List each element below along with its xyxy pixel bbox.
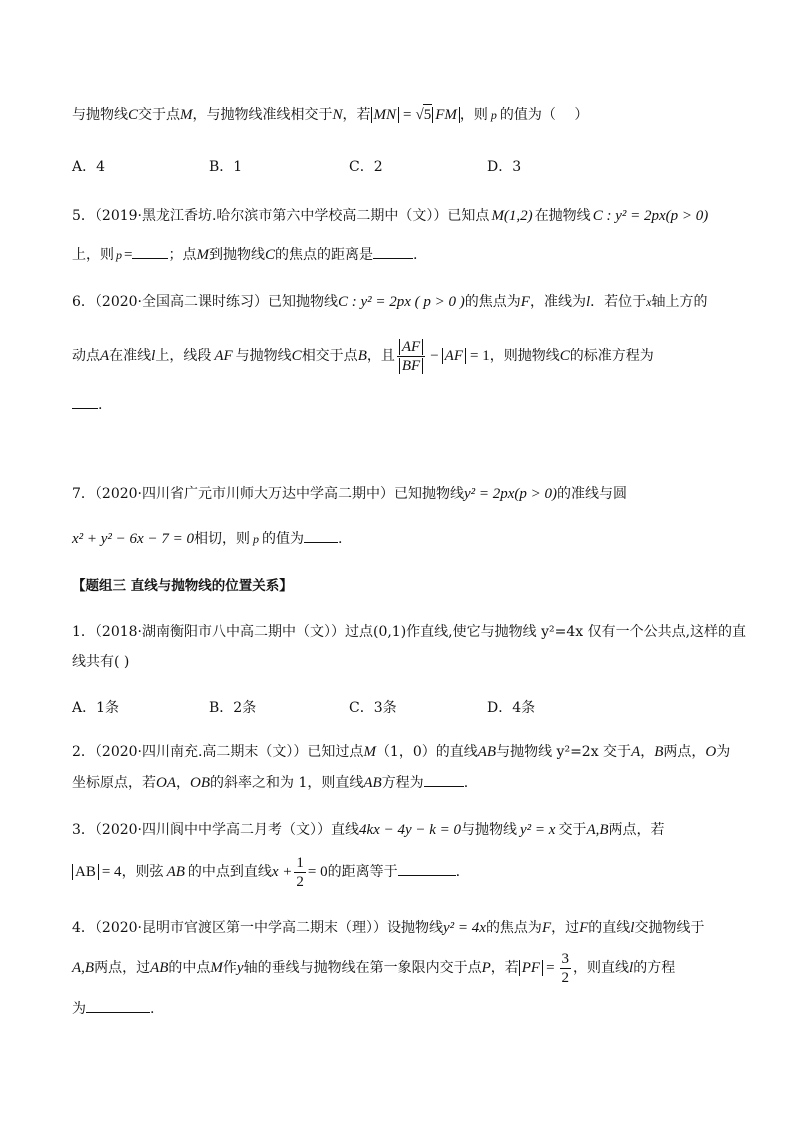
math-var: A [100, 348, 110, 364]
text: 上，线段 [155, 348, 212, 364]
math-var: C [291, 348, 302, 364]
abs-mn: MN [371, 107, 400, 123]
minus: − [430, 348, 439, 364]
q6-line-1 [72, 292, 707, 312]
text: 相交于点 [301, 348, 358, 364]
text: 的值为（ ） [499, 107, 589, 123]
math-var: AB [363, 775, 382, 791]
math-curve: y² = 4x [443, 920, 486, 936]
text: . [98, 397, 103, 413]
text: （1，0）的直线 [375, 744, 478, 760]
text: ，且 [366, 348, 395, 364]
math-var: p [116, 248, 122, 262]
fraction-denominator: 2 [561, 969, 570, 986]
text: ；点 [168, 247, 197, 263]
text: 2．（2020·四川南充.高二期末（文））已知过点 [72, 744, 364, 760]
text: 与抛物线 [72, 107, 128, 123]
text: 的焦点为 [485, 920, 542, 936]
q7-line-1 [72, 484, 627, 504]
q5-line-1 [72, 206, 708, 226]
g3q4-line-1 [72, 918, 704, 938]
text: 轴上方的 [651, 294, 708, 310]
q6-line-3 [72, 394, 102, 415]
g3q2-line-1 [72, 742, 730, 762]
math-var: B [357, 348, 367, 364]
abs-af: AF [442, 348, 466, 364]
text: 上，则 [72, 247, 114, 263]
text: . [455, 864, 461, 880]
fraction-numerator: 1 [296, 854, 304, 871]
text: 5．（2019·黑龙江香坊.哈尔滨市第六中学校高二期中（文））已知点 [72, 208, 490, 224]
text: 作 [222, 960, 237, 976]
q4-option-a: A．4 [72, 159, 106, 175]
sqrt-symbol: √ [415, 107, 424, 123]
text: 7．（2020·四川省广元市川师大万达中学高二期中）已知抛物线 [72, 486, 464, 502]
text: 的距离等于 [327, 864, 398, 880]
text: 交抛物线于 [634, 920, 705, 936]
equals-one: = 1 [469, 348, 490, 364]
g3q1-line-2: 线共有( ) [72, 654, 130, 670]
math-var: F [579, 920, 589, 936]
text: 到抛物线 [208, 247, 265, 263]
equals-zero: = 0 [307, 864, 328, 880]
math-var: N [332, 107, 343, 123]
g3q4-line-2 [72, 948, 675, 988]
text: 的中点到直线 [187, 864, 272, 880]
math-curve: y² = x [520, 822, 556, 838]
text: 的焦点的距离是 [274, 247, 373, 263]
text: 的标准方程为 [569, 348, 654, 364]
fraction [294, 854, 306, 891]
text: ，若 [342, 107, 371, 123]
text: . [463, 775, 469, 791]
text: 两点，过 [94, 960, 151, 976]
math-var: A,B [586, 822, 609, 838]
g3q2-line-2 [72, 772, 468, 793]
text: ， [176, 775, 190, 791]
g3q3-line-1 [72, 820, 665, 840]
abs-ab: AB [72, 864, 99, 880]
abs-pf: PF [519, 960, 543, 976]
math-var: P [481, 960, 491, 976]
text: 与抛物线 [461, 822, 517, 838]
math-var: y [236, 960, 244, 976]
math-var: p [252, 532, 259, 546]
text: 的中点 [168, 960, 211, 976]
answer-blank[interactable] [86, 998, 150, 1013]
math-var: M [210, 960, 223, 976]
text: ，若 [490, 960, 519, 976]
g3q1-option-d: D．4条 [487, 700, 536, 716]
text: 为 [72, 1001, 86, 1017]
fraction-denominator: 2 [296, 873, 304, 890]
answer-blank[interactable] [398, 861, 456, 876]
equals: = [546, 960, 555, 976]
text: 6．（2020·全国高二课时练习）已知抛物线 [72, 294, 338, 310]
math-var: A [631, 744, 641, 760]
math-expr: x + [271, 864, 293, 880]
text: . [337, 531, 343, 547]
text: 的值为 [261, 531, 304, 547]
q4-option-b: B．1 [209, 159, 243, 175]
g3q3-line-2 [72, 852, 460, 892]
answer-blank[interactable] [132, 244, 168, 259]
text: 的直线 [588, 920, 631, 936]
text: 坐标原点，若 [72, 775, 156, 791]
text: ，准线为 [529, 294, 586, 310]
math-var: AB [166, 864, 185, 880]
text: 相切，则 [193, 531, 250, 547]
math-var: M [196, 247, 209, 263]
math-curve: C : y² = 2px(p > 0) [592, 208, 709, 224]
text: ，则直线 [573, 960, 630, 976]
q7-line-2 [72, 528, 342, 549]
g3q1-option-b: B．2条 [209, 700, 257, 716]
math-curve: y² = 2px(p > 0) [464, 486, 558, 502]
g3q1-line-1: 1．（2018·湖南衡阳市八中高二期中（文））过点(0,1)作直线,使它与抛物线 y²=4x 仅有一个公共点,这样的直 [72, 624, 747, 640]
answer-blank[interactable] [373, 244, 413, 259]
q4-option-d: D．3 [487, 159, 522, 175]
abs-af: AF [399, 339, 423, 355]
math-var: AF [214, 348, 233, 364]
text: 在抛物线 [534, 208, 591, 224]
math-var: OA [156, 775, 176, 791]
text: 4．（2020·昆明市官渡区第一中学高二期末（理））设抛物线 [72, 920, 443, 936]
math-var: l [629, 960, 634, 976]
math-var: AB [150, 960, 169, 976]
text: 在准线 [109, 348, 152, 364]
text: 的斜率之和为 1，则直线 [210, 775, 364, 791]
math-var: O [705, 744, 717, 760]
math-var: x [646, 295, 652, 309]
text: 的准线与圆 [557, 486, 628, 502]
answer-blank[interactable] [424, 772, 464, 787]
text: 轴的垂线与抛物线在第一象限内交于点 [243, 960, 482, 976]
math-circle: x² + y² − 6x − 7 = 0 [72, 531, 194, 547]
abs-fm: FM [432, 107, 460, 123]
equals: = [403, 107, 412, 123]
abs-bf: BF [399, 358, 423, 374]
fraction [397, 338, 425, 375]
text: 两点， [663, 744, 706, 760]
equals-four: = 4 [101, 864, 122, 880]
section-heading: 【题组三 直线与抛物线的位置关系】 [72, 578, 293, 594]
text: . [412, 247, 418, 263]
sqrt-radicand: 5 [423, 104, 433, 125]
math-var: B [654, 744, 664, 760]
math-var: OB [190, 775, 210, 791]
text: ，与抛物线准线相交于 [192, 107, 333, 123]
text: 的焦点为 [464, 294, 521, 310]
math-var: F [541, 920, 552, 936]
text: 交于 [558, 822, 587, 838]
math-var: l [151, 348, 156, 364]
g3q1-option-a: A．1条 [72, 700, 120, 716]
math-line: 4kx − 4y − k = 0 [359, 822, 461, 838]
math-var: A,B [72, 960, 95, 976]
math-var: C [559, 348, 570, 364]
math-point: M(1,2) [491, 208, 533, 224]
fraction-numerator: 3 [561, 950, 570, 967]
q4-tail-line [72, 104, 588, 125]
math-var: M [180, 107, 193, 123]
g3q4-line-3 [72, 998, 154, 1019]
answer-blank[interactable] [72, 394, 98, 409]
text: 3．（2020·四川阆中中学高二月考（文））直线 [72, 822, 359, 838]
math-var: C [128, 107, 139, 123]
text: 为 [716, 744, 731, 760]
math-var: M [363, 744, 376, 760]
text: ，则抛物线 [489, 348, 560, 364]
text: . [150, 1001, 155, 1017]
math-var: AB [477, 744, 497, 760]
math-curve: C : y² = 2px ( p > 0 ) [338, 294, 465, 310]
text: ，则弦 [121, 864, 164, 880]
math-var: l [585, 294, 591, 310]
text: 动点 [72, 348, 100, 364]
answer-blank[interactable] [304, 528, 338, 543]
text: 的方程 [633, 960, 676, 976]
text: ，过 [551, 920, 580, 936]
g3q1-option-c: C．3条 [349, 700, 397, 716]
text: 交于点 [138, 107, 181, 123]
q5-line-2 [72, 244, 417, 265]
math-var: l [630, 920, 635, 936]
math-var: C [264, 247, 275, 263]
text: ， [640, 744, 655, 760]
text: 与抛物线 y²=2x 交于 [496, 744, 632, 760]
equals: = [124, 247, 133, 263]
text: 方程为 [381, 775, 424, 791]
math-var: F [520, 294, 530, 310]
text: 两点，若 [608, 822, 665, 838]
q6-line-2 [72, 336, 654, 376]
text: 与抛物线 [235, 348, 292, 364]
text: ．若位于 [590, 294, 647, 310]
q4-option-c: C．2 [349, 159, 383, 175]
fraction [560, 950, 572, 987]
text: ，则 [459, 107, 488, 123]
math-var: p [490, 108, 497, 122]
